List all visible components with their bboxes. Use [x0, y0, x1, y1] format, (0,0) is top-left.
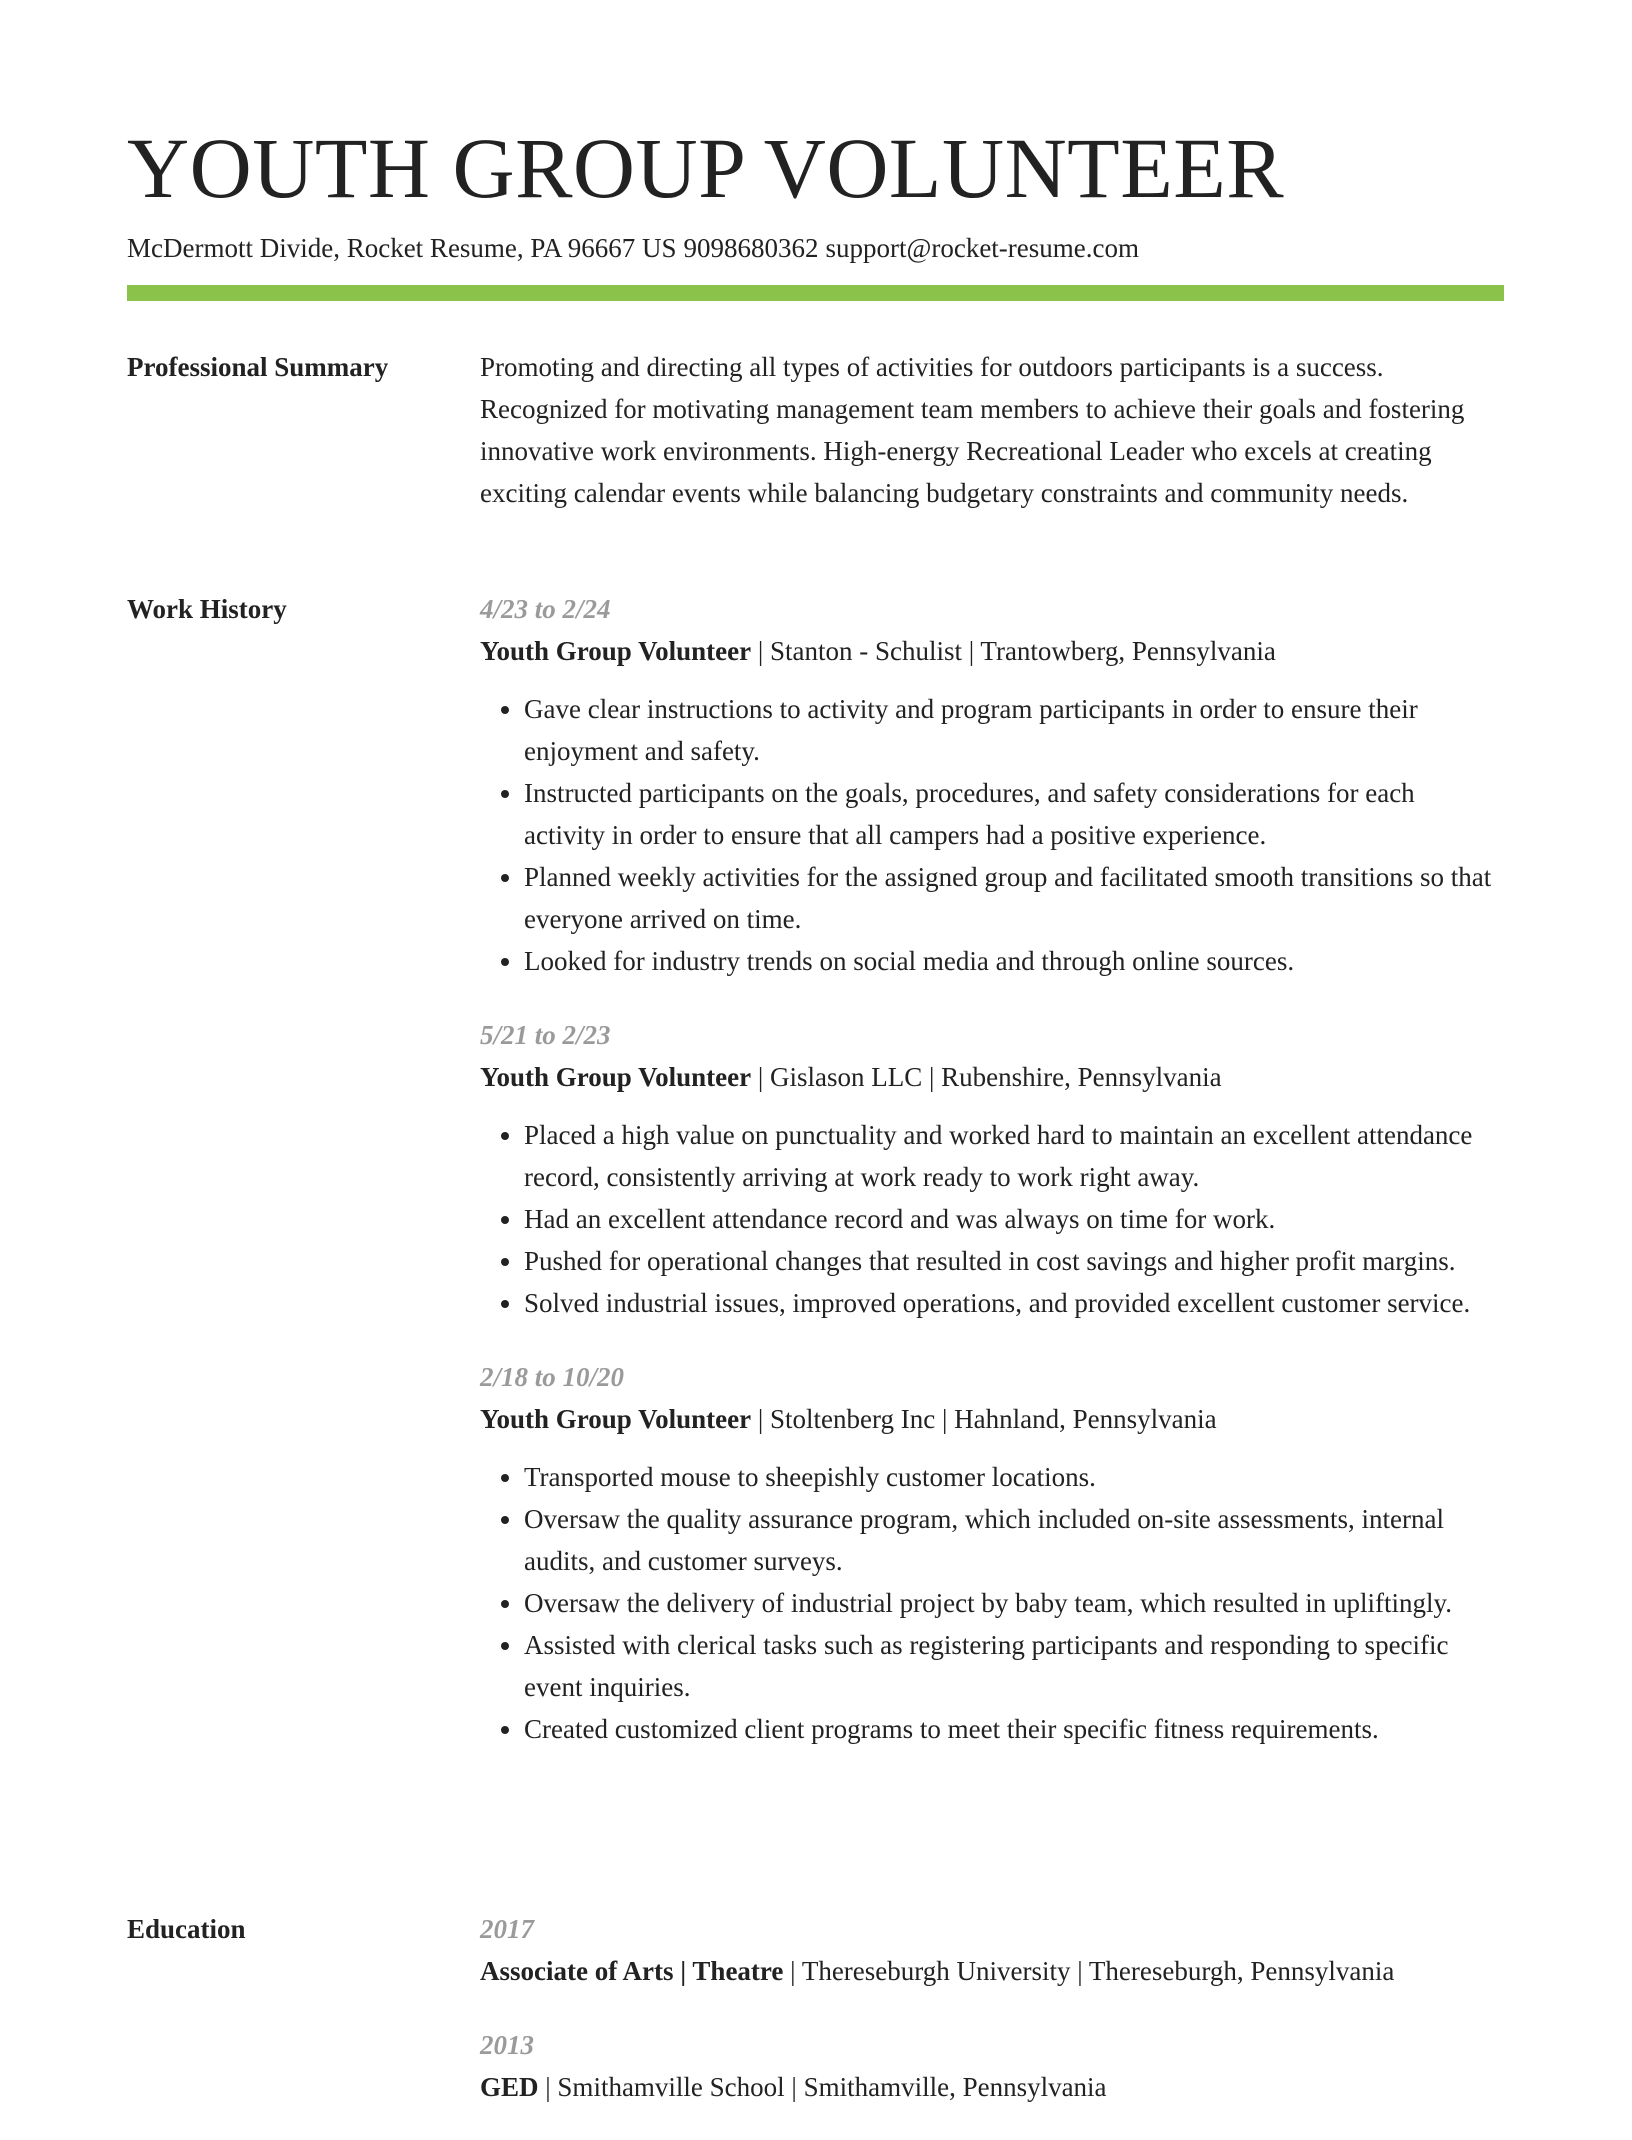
job-bullets: [480, 688, 1500, 982]
job-bullet: • Placed a high value on punctuality and worked hard to maintain an excellent attendance record, consistently arriving at work ready to work right away.: [524, 1114, 1500, 1198]
job-dates: 5/21 to 2/23: [480, 1020, 611, 1050]
job-bullet: • Had an excellent attendance record and was always on time for work.: [524, 1198, 1500, 1240]
job-entry: [480, 1356, 1500, 1750]
job-heading: [480, 630, 1500, 672]
work-history-list: [480, 588, 1500, 1782]
education-heading: Education: [127, 1914, 246, 1944]
job-bullet: • Instructed participants on the goals, procedures, and safety considerations for each activity in order to ensure that all campers had a positive experience.: [524, 772, 1500, 856]
job-dates: 2/18 to 10/20: [480, 1362, 625, 1392]
education-details: | Smithamville School | Smithamville, Pennsylvania: [538, 2072, 1107, 2102]
job-bullets: [480, 1114, 1500, 1324]
job-title: Youth Group Volunteer: [480, 1404, 752, 1434]
education-entry: [480, 1908, 1500, 1992]
job-bullet: • Planned weekly activities for the assigned group and facilitated smooth transitions so that everyone arrived on time.: [524, 856, 1500, 940]
job-bullet: • Assisted with clerical tasks such as registering participants and responding to specific event inquiries.: [524, 1624, 1500, 1708]
summary-heading: Professional Summary: [127, 352, 389, 382]
degree: Associate of Arts | Theatre: [480, 1956, 784, 1986]
job-dates: 4/23 to 2/24: [480, 594, 611, 624]
job-bullet: • Pushed for operational changes that resulted in cost savings and higher profit margins.: [524, 1240, 1500, 1282]
education-list: [480, 1908, 1500, 2140]
job-bullet: • Looked for industry trends on social media and through online sources.: [524, 940, 1500, 982]
header-divider: [127, 285, 1504, 301]
job-heading: [480, 1398, 1500, 1440]
education-heading-line: [480, 2066, 1500, 2108]
job-entry: [480, 588, 1500, 982]
education-details: | Thereseburgh University | Thereseburgh, Pennsylvania: [783, 1956, 1395, 1986]
degree: GED: [480, 2072, 539, 2102]
job-title: Youth Group Volunteer: [480, 1062, 752, 1092]
resume-title: YOUTH GROUP VOLUNTEER: [127, 120, 1285, 216]
contact-email: support@rocket-resume.com: [825, 233, 1140, 263]
education-entry: [480, 2024, 1500, 2108]
summary-text: Promoting and directing all types of activities for outdoors participants is a success. Recognized for motivating management team members to achieve their goals and fostering innovative work environments. High-energy Recreational Leader who excels at creating exciting calendar events while balancing budgetary constraints and community needs.: [480, 352, 1465, 508]
job-heading: [480, 1056, 1500, 1098]
job-bullets: [480, 1456, 1500, 1750]
education-year: 2013: [480, 2030, 534, 2060]
job-bullet: • Oversaw the delivery of industrial project by baby team, which resulted in upliftingly.: [524, 1582, 1500, 1624]
job-bullet: • Solved industrial issues, improved operations, and provided excellent customer service.: [524, 1282, 1500, 1324]
education-heading-line: [480, 1950, 1500, 1992]
job-details: | Gislason LLC | Rubenshire, Pennsylvania: [751, 1062, 1222, 1092]
job-entry: [480, 1014, 1500, 1324]
job-title: Youth Group Volunteer: [480, 636, 752, 666]
job-details: | Stanton - Schulist | Trantowberg, Pennsylvania: [751, 636, 1276, 666]
job-bullet: • Gave clear instructions to activity and program participants in order to ensure their enjoyment and safety.: [524, 688, 1500, 772]
contact-phone: 9098680362: [683, 233, 819, 263]
job-details: | Stoltenberg Inc | Hahnland, Pennsylvania: [751, 1404, 1217, 1434]
job-bullet: • Oversaw the quality assurance program, which included on-site assessments, internal audits, and customer surveys.: [524, 1498, 1500, 1582]
job-bullet: • Created customized client programs to meet their specific fitness requirements.: [524, 1708, 1500, 1750]
contact-line: [127, 230, 1139, 266]
education-year: 2017: [480, 1914, 534, 1944]
work-history-heading: Work History: [127, 594, 287, 624]
contact-address: McDermott Divide, Rocket Resume, PA 96667 US: [127, 233, 677, 263]
job-bullet: • Transported mouse to sheepishly customer locations.: [524, 1456, 1500, 1498]
